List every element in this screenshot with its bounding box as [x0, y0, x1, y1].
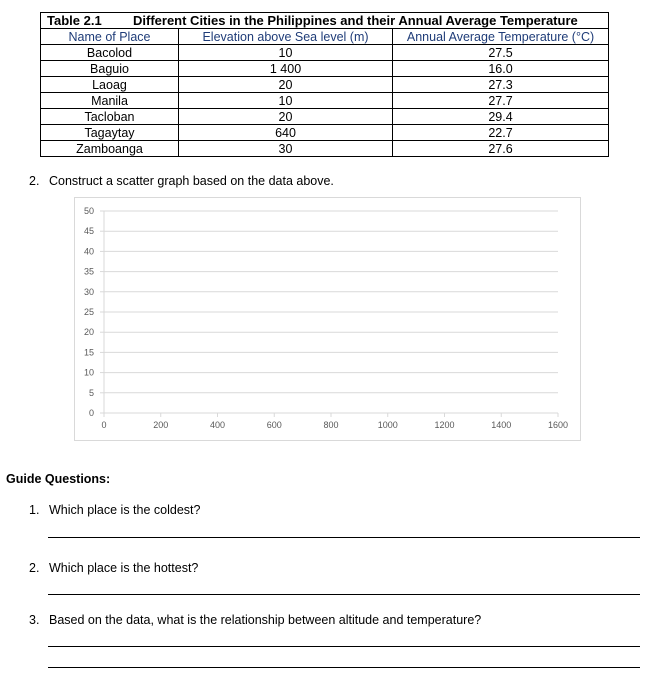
- table-row: [41, 125, 609, 141]
- table-row: [41, 45, 609, 61]
- header-temperature: Annual Average Temperature (°C): [393, 29, 609, 45]
- question-text: Which place is the hottest?: [49, 561, 199, 575]
- question-text: Based on the data, what is the relationship between altitude and temperature?: [49, 613, 482, 627]
- y-tick-label: 25: [83, 307, 94, 317]
- x-tick-label: 600: [266, 420, 282, 430]
- table-row: [41, 141, 609, 157]
- place-cell: Tagaytay: [41, 125, 179, 141]
- table-row: [41, 109, 609, 125]
- y-tick-label: 45: [83, 226, 94, 237]
- question-1: [29, 503, 200, 517]
- x-tick-label: 400: [209, 420, 226, 430]
- place-cell: Bacolod: [41, 45, 179, 61]
- y-tick-label: 50: [83, 206, 94, 216]
- place-cell: Baguio: [41, 61, 179, 77]
- table-header-row: [41, 29, 609, 45]
- y-tick-label: 35: [83, 266, 94, 277]
- temperature-cell: 16.0: [393, 61, 609, 77]
- place-cell: Laoag: [41, 77, 179, 93]
- elevation-cell: 10: [179, 93, 393, 109]
- question-2: [29, 561, 198, 575]
- temperature-cell: 27.6: [393, 141, 609, 157]
- answer-line[interactable]: [48, 646, 640, 647]
- header-elevation: Elevation above Sea level (m): [179, 29, 393, 45]
- table-row: [41, 61, 609, 77]
- elevation-cell: 640: [179, 125, 393, 141]
- y-tick-label: 5: [88, 387, 94, 398]
- y-tick-label: 0: [88, 408, 94, 418]
- x-tick-label: 0: [101, 420, 107, 430]
- elevation-cell: 1 400: [179, 61, 393, 77]
- temperature-cell: 27.7: [393, 93, 609, 109]
- x-tick-label: 200: [153, 420, 169, 430]
- table-row: [41, 93, 609, 109]
- x-tick-label: 1600: [547, 420, 569, 430]
- instruction-text: Construct a scatter graph based on the data above.: [49, 174, 334, 188]
- x-tick-label: 1000: [377, 420, 398, 430]
- question-3: [29, 613, 481, 627]
- elevation-cell: 20: [179, 77, 393, 93]
- instruction: [29, 174, 334, 188]
- temperature-cell: 27.5: [393, 45, 609, 61]
- temperature-cell: 27.3: [393, 77, 609, 93]
- answer-line[interactable]: [48, 594, 640, 595]
- city-temperature-table: [40, 12, 609, 157]
- y-tick-label: 40: [83, 246, 94, 257]
- x-tick-label: 800: [323, 420, 339, 430]
- question-number: 1.: [29, 503, 40, 517]
- elevation-cell: 20: [179, 109, 393, 125]
- table-number: Table 2.1: [47, 12, 102, 28]
- y-tick-label: 15: [83, 347, 94, 358]
- table-title-row: [41, 13, 609, 29]
- y-tick-label: 10: [83, 367, 94, 378]
- y-tick-label: 20: [83, 327, 94, 338]
- scatter-chart: [75, 198, 580, 440]
- table-title-cell: [41, 13, 609, 29]
- question-number: 3.: [29, 613, 40, 627]
- answer-line[interactable]: [48, 667, 640, 668]
- instruction-number: 2.: [29, 174, 40, 188]
- elevation-cell: 10: [179, 45, 393, 61]
- elevation-cell: 30: [179, 141, 393, 157]
- place-cell: Manila: [41, 93, 179, 109]
- x-tick-label: 1400: [491, 420, 512, 430]
- temperature-cell: 29.4: [393, 109, 609, 125]
- temperature-cell: 22.7: [393, 125, 609, 141]
- place-cell: Tacloban: [41, 109, 179, 125]
- question-text: Which place is the coldest?: [49, 503, 201, 517]
- header-place: Name of Place: [41, 29, 179, 45]
- scatter-chart-area: [74, 197, 581, 441]
- x-tick-label: 1200: [434, 420, 455, 430]
- answer-line[interactable]: [48, 537, 640, 538]
- place-cell: Zamboanga: [41, 141, 179, 157]
- table-row: [41, 77, 609, 93]
- table-title: Different Cities in the Philippines and their Annual Average Temperature: [133, 12, 578, 28]
- guide-heading: Guide Questions:: [6, 472, 111, 486]
- question-number: 2.: [29, 561, 40, 575]
- y-tick-label: 30: [83, 286, 94, 297]
